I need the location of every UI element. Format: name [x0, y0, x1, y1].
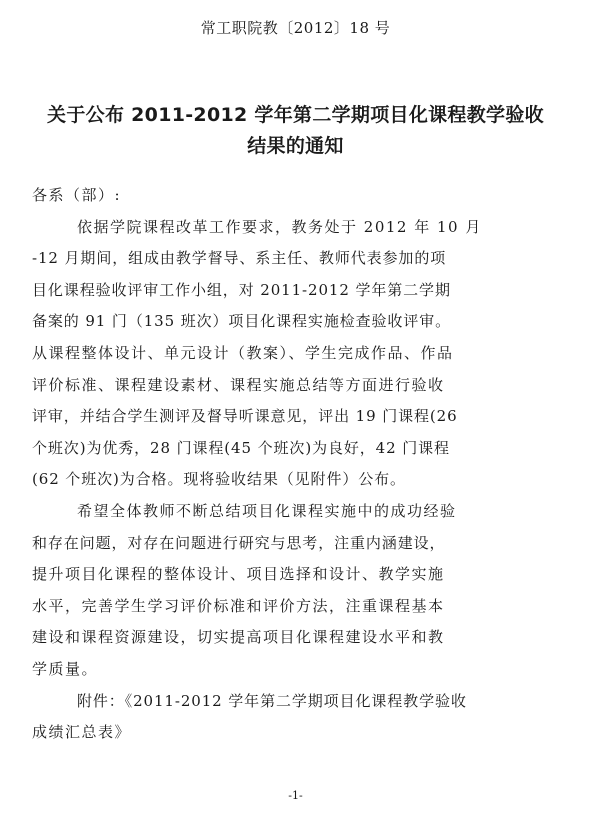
document-title [30, 100, 561, 162]
body-line: -12 月期间，组成由教学督导、系主任、教师代表参加的项 [32, 249, 447, 268]
document-body [32, 180, 560, 749]
body-line: 水平，完善学生学习评价标准和评价方法，注重课程基本 [32, 596, 445, 615]
body-line: 备案的 91 门（135 班次）项目化课程实施检查验收评审。 [32, 312, 452, 331]
body-line: (62 个班次)为合格。现将验收结果（见附件）公布。 [32, 470, 406, 489]
body-line: 评审，并结合学生测评及督导听课意见，评出 19 门课程(26 [32, 407, 458, 426]
attachment-line: 成绩汇总表》 [32, 723, 132, 742]
body-line: 希望全体教师不断总结项目化课程实施中的成功经验 [77, 501, 457, 520]
body-line: 评价标准、课程建设素材、课程实施总结等方面进行验收 [32, 375, 445, 394]
body-line: 建设和课程资源建设，切实提高项目化课程建设水平和教 [32, 628, 445, 647]
title-line-1: 关于公布 2011-2012 学年第二学期项目化课程教学验收 [47, 104, 544, 126]
body-line: 从课程整体设计、单元设计（教案）、学生完成作品、作品 [32, 343, 454, 362]
body-line: 学质量。 [32, 659, 99, 678]
salutation: 各系（部）: [32, 186, 122, 204]
body-line: 目化课程验收评审工作小组，对 2011-2012 学年第二学期 [32, 280, 451, 299]
document-number: 常工职院教〔2012〕18 号 [200, 19, 391, 37]
title-line-2: 结果的通知 [247, 135, 344, 157]
body-line: 个班次)为优秀，28 门课程(45 个班次)为良好，42 门课程 [32, 438, 450, 457]
body-line: 和存在问题，对存在问题进行研究与思考，注重内涵建设， [32, 533, 446, 552]
page-number: -1- [288, 789, 303, 802]
attachment-line: 附件：《2011-2012 学年第二学期项目化课程教学验收 [77, 691, 467, 710]
body-line: 提升项目化课程的整体设计、项目选择和设计、教学实施 [32, 565, 445, 584]
body-line: 依据学院课程改革工作要求，教务处于 2012 年 10 月 [77, 217, 482, 236]
